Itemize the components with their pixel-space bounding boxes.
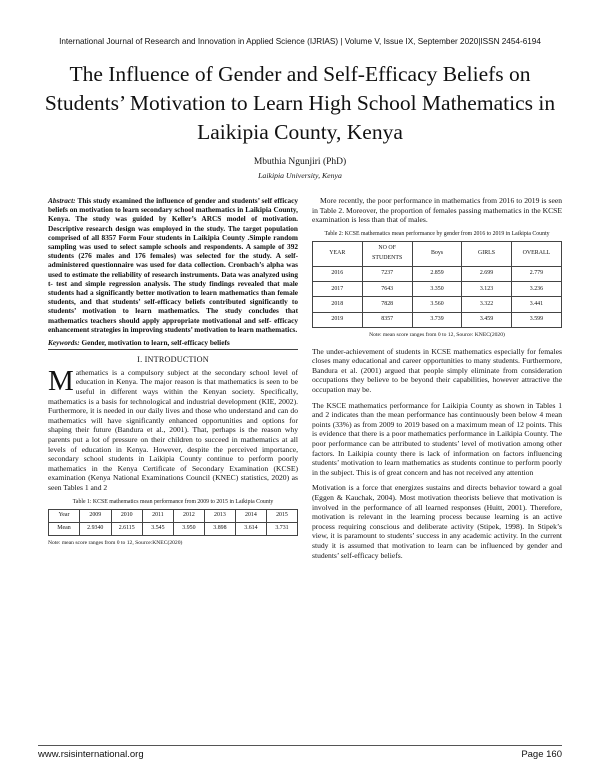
- table-cell: 2.9340: [80, 522, 111, 535]
- right-paragraph-3: The KSCE mathematics performance for Laikipia County as shown in Tables 1 and 2 indicates than the mean performance has continuously been below 4 mean points (33%) as from 2009 to 2019 based on a maximum mean of 12 points. This is evidence that there is a poor mathematics performance in Laikipia County. The poor performance can be attributed to students’ level of motivation among other factors. In Laikipia county there is lack of information on factors influencing students’ motivation to learn mathematics as students continue to perform poorly in the subject. This is of great concern and has not received any attention: [312, 400, 562, 477]
- table-row: [313, 266, 562, 281]
- section-heading-introduction: I. INTRODUCTION: [137, 355, 209, 365]
- table-cell: 2.779: [511, 266, 561, 281]
- table1: [48, 509, 298, 537]
- table-cell: Year: [49, 509, 80, 522]
- table-cell: 3.545: [142, 522, 173, 535]
- paper-title: The Influence of Gender and Self-Efficacy Beliefs on Students’ Motivation to Learn High School Mathematics in Laikipia County, Kenya: [44, 62, 556, 144]
- table-cell: 3.350: [412, 282, 461, 297]
- table2: [312, 241, 562, 328]
- right-paragraph-1: More recently, the poor performance in mathematics from 2016 to 2019 is seen in Table 2. Moreover, the proportion of females passing mathematics in the KCSE examination is less than that of males.: [312, 196, 562, 225]
- table-cell: 2017: [313, 282, 363, 297]
- table2-caption: Table 2: KCSE mathematics mean performance by gender from 2016 to 2019 in Laikipia County: [324, 230, 550, 237]
- table-row: [49, 522, 298, 535]
- table-cell: 3.898: [204, 522, 235, 535]
- table-row: [313, 241, 562, 266]
- table-cell: 2.699: [462, 266, 512, 281]
- table-cell: 8357: [362, 312, 412, 327]
- abstract-label: Abstract:: [48, 196, 76, 205]
- table-cell: 2015: [266, 509, 297, 522]
- table-cell: 3.560: [412, 297, 461, 312]
- left-column: [48, 196, 298, 549]
- table-cell: 3.731: [266, 522, 297, 535]
- drop-cap: M: [48, 364, 74, 397]
- table-cell: 3.459: [462, 312, 512, 327]
- page-footer: [38, 745, 562, 760]
- table-cell: 3.123: [462, 282, 512, 297]
- author-affiliation: Laikipia University, Kenya: [258, 171, 342, 180]
- table-cell: 3.950: [173, 522, 204, 535]
- table-row: [313, 297, 562, 312]
- table-cell: 2.6115: [111, 522, 142, 535]
- table-cell: 2019: [313, 312, 363, 327]
- page-number: Page 160: [521, 749, 562, 760]
- author-name: Mbuthia Ngunjiri (PhD): [253, 157, 347, 167]
- table-cell: NO OF STUDENTS: [362, 241, 412, 266]
- table-cell: 2013: [204, 509, 235, 522]
- table-cell: YEAR: [313, 241, 363, 266]
- table-row: [49, 509, 298, 522]
- intro-text: athematics is a compulsory subject at the secondary school level of education in Kenya. The major reason is that mathematics is seen to be useful in different ways within the Kenyan society. Specifically, mathematics is a basis for technological and industrial development (KIE, 2002). Furthermore, it is needed in our daily lives and those who understand and can do mathematics will have significantly enhanced opportunities and options for shaping their future (Bandura et al., 2001). That, perhaps is the reason why parents put a lot of pressure on their children to succeed in mathematics at all levels of education in Kenya. However, despite the perceived importance, secondary school students in Laikipia County continue to perform poorly mathematics in the Kenya Certificate of Secondary Examination (KCSE) examination (Kenya National Examinations Council (KNEC) statistics, 2020) as seen Tables 1 and 2: [48, 367, 298, 492]
- table-cell: 2012: [173, 509, 204, 522]
- right-column: [312, 196, 562, 566]
- table-cell: 2016: [313, 266, 363, 281]
- abstract: [48, 196, 298, 334]
- table-cell: 3.322: [462, 297, 512, 312]
- table-cell: OVERALL: [511, 241, 561, 266]
- table-cell: 2009: [80, 509, 111, 522]
- table-cell: 3.739: [412, 312, 461, 327]
- journal-header: International Journal of Research and Innovation in Applied Science (IJRIAS) | Volume V, Issue IX, September 2020|ISSN 2454-6194: [59, 37, 541, 46]
- table-cell: 2010: [111, 509, 142, 522]
- table-cell: 2.859: [412, 266, 461, 281]
- table1-caption: Table 1: KCSE mathematics mean performance from 2009 to 2015 in Laikipia County: [72, 498, 274, 505]
- intro-paragraph: [48, 364, 298, 493]
- table-cell: 2014: [235, 509, 266, 522]
- table-row: [313, 312, 562, 327]
- table1-note: Note: mean score ranges from 0 to 12, Source:KNEC(2020): [48, 540, 183, 547]
- right-paragraph-2: The under-achievement of students in KCSE mathematics especially for females closes many educational and career opportunities to many students. Furthermore, Bandura et al. (2001) argued that people simply eliminate from consideration occupations they believe to be beyond their capabilities, however attractive the occupation may be.: [312, 346, 562, 394]
- keywords-text: Gender, motivation to learn, self-efficacy beliefs: [79, 338, 230, 348]
- table-cell: Mean: [49, 522, 80, 535]
- table-cell: 7237: [362, 266, 412, 281]
- table-cell: 7828: [362, 297, 412, 312]
- table-row: [313, 282, 562, 297]
- keywords: [48, 338, 298, 350]
- table2-note: Note: mean score ranges from 0 to 12, Source: KNEC(2020): [369, 332, 505, 339]
- table-cell: 3.599: [511, 312, 561, 327]
- right-paragraph-4: Motivation is a force that energizes sustains and directs behavior toward a goal (Eggen & Kauchak, 2004). Most motivation theorists believe that motivation is involved in the performance of all learned responses (Huitt, 2001). Therefore, motivation is relevant in the learning process because learning is an active process requiring conscious and deliberate activity (Stipek, 1998). In Stipek’s view, it is paramount to students’ success in any academic activity. In the current study it is assumed that motivation to learn can be influenced by gender and students’ self-efficacy beliefs.: [312, 483, 562, 560]
- table-cell: 2018: [313, 297, 363, 312]
- table-cell: Boys: [412, 241, 461, 266]
- table-cell: GIRLS: [462, 241, 512, 266]
- table-cell: 2011: [142, 509, 173, 522]
- footer-url[interactable]: www.rsisinternational.org: [38, 749, 144, 760]
- table-cell: 7643: [362, 282, 412, 297]
- keywords-label: Keywords:: [48, 338, 80, 348]
- table-cell: 3.614: [235, 522, 266, 535]
- table-cell: 3.441: [511, 297, 561, 312]
- table-cell: 3.236: [511, 282, 561, 297]
- abstract-text: This study examined the influence of gender and students’ self efficacy beliefs on motivation to learn secondary school mathematics in Laikipia County, Kenya. The study was guided by Keller’s ARCS model of motivation. Descriptive research design was employed in the study. The target population comprised of all 8357 Form Four students in Laikipia County .Simple random sampling was used to select sample schools and respondents. A sample of 392 students (276 males and 176 females) was selected for the study. A self-administered questionnaire was used for data collection. Cronbach’s alpha was used to estimate the reliability of research instruments. Data was analyzed using t- test and simple regression analysis. The study findings revealed that male students had a significantly better motivation to learn mathematics than female students, and that students’ self-efficacy beliefs contributed significantly to students’ motivation to learn mathematics. The study concludes that mathematics teachers should apply appropriate motivational and self- efficacy enhancement strategies in improving students’ motivation to learn mathematics.: [48, 196, 298, 334]
